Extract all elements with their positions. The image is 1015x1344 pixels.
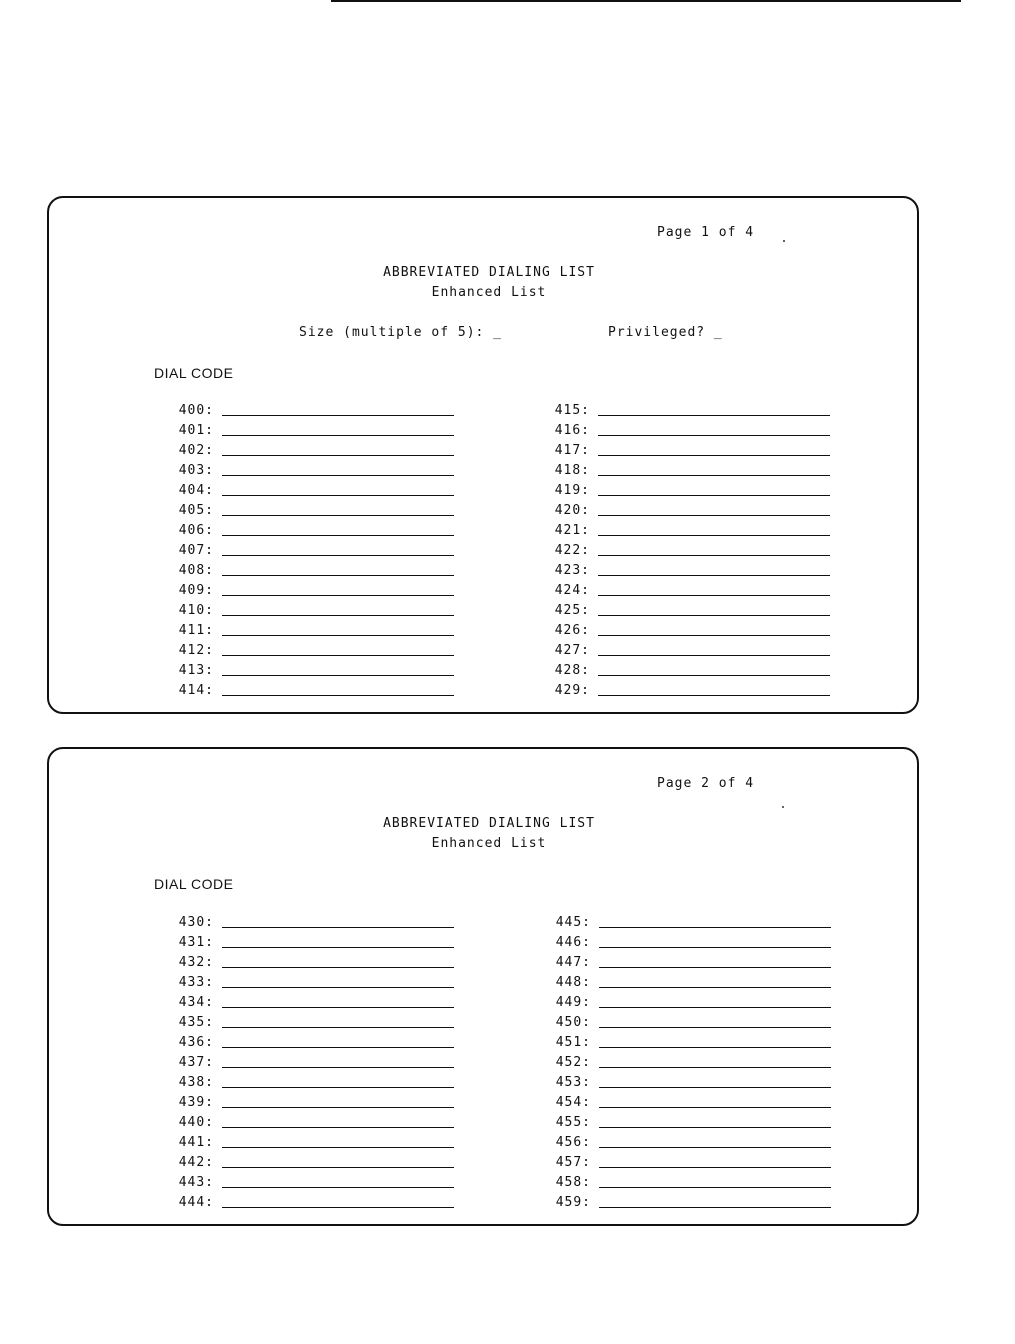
dial-code-row xyxy=(531,1055,831,1075)
dial-code-row xyxy=(154,523,454,543)
dial-code-label: 457: xyxy=(555,1155,591,1170)
dial-code-label: 422: xyxy=(554,543,590,558)
dial-code-label: 454: xyxy=(555,1095,591,1110)
dial-code-row xyxy=(531,1155,831,1175)
dial-code-entry-line[interactable] xyxy=(222,475,454,476)
dial-code-row xyxy=(530,543,830,563)
dial-code-row xyxy=(154,1035,454,1055)
dial-code-label: 428: xyxy=(554,663,590,678)
dial-code-entry-line[interactable] xyxy=(599,1167,831,1168)
dial-code-label: 446: xyxy=(555,935,591,950)
dial-code-entry-line[interactable] xyxy=(598,415,830,416)
dial-code-entry-line[interactable] xyxy=(222,435,454,436)
dial-code-label: 445: xyxy=(555,915,591,930)
dial-code-row xyxy=(531,915,831,935)
dial-code-row xyxy=(530,583,830,603)
dial-code-row xyxy=(154,463,454,483)
dial-code-row xyxy=(531,975,831,995)
dial-code-row xyxy=(154,955,454,975)
dial-code-label: 444: xyxy=(178,1195,214,1210)
dial-code-entry-line[interactable] xyxy=(222,1167,454,1168)
dial-code-row xyxy=(530,523,830,543)
dial-code-row xyxy=(531,1115,831,1135)
dial-code-label: 401: xyxy=(178,423,214,438)
dial-code-entry-line[interactable] xyxy=(222,947,454,948)
dial-code-label: 413: xyxy=(178,663,214,678)
dial-code-row xyxy=(154,583,454,603)
dial-code-row xyxy=(154,1095,454,1115)
dial-code-row xyxy=(154,1155,454,1175)
dial-code-heading: DIAL CODE xyxy=(154,365,234,381)
dial-code-label: 438: xyxy=(178,1075,214,1090)
dial-code-label: 456: xyxy=(555,1135,591,1150)
dial-code-label: 405: xyxy=(178,503,214,518)
dial-code-entry-line[interactable] xyxy=(598,535,830,536)
dial-code-entry-line[interactable] xyxy=(222,595,454,596)
dial-code-entry-line[interactable] xyxy=(598,615,830,616)
dial-code-label: 411: xyxy=(178,623,214,638)
dial-code-row xyxy=(154,423,454,443)
dial-code-row xyxy=(154,503,454,523)
dial-code-row xyxy=(530,563,830,583)
stray-mark xyxy=(782,806,784,808)
dial-code-entry-line[interactable] xyxy=(598,515,830,516)
dial-code-entry-line[interactable] xyxy=(599,947,831,948)
dial-code-row xyxy=(530,623,830,643)
dial-code-label: 425: xyxy=(554,603,590,618)
dial-code-row xyxy=(154,1115,454,1135)
dial-code-entry-line[interactable] xyxy=(222,1007,454,1008)
dial-code-row xyxy=(154,563,454,583)
dial-code-entry-line[interactable] xyxy=(598,635,830,636)
dial-code-entry-line[interactable] xyxy=(222,1147,454,1148)
dial-code-label: 433: xyxy=(178,975,214,990)
dial-code-label: 450: xyxy=(555,1015,591,1030)
dial-code-entry-line[interactable] xyxy=(222,555,454,556)
dial-code-row xyxy=(154,1195,454,1215)
dial-code-label: 419: xyxy=(554,483,590,498)
dial-code-row xyxy=(154,663,454,683)
dial-code-label: 448: xyxy=(555,975,591,990)
page-label: Page 2 of 4 xyxy=(657,776,755,791)
dial-code-entry-line[interactable] xyxy=(598,675,830,676)
dial-code-entry-line[interactable] xyxy=(599,1207,831,1208)
dial-code-label: 416: xyxy=(554,423,590,438)
dial-code-entry-line[interactable] xyxy=(598,595,830,596)
page-label: Page 1 of 4 xyxy=(657,225,755,240)
dial-code-row xyxy=(154,483,454,503)
dial-code-entry-line[interactable] xyxy=(599,967,831,968)
size-field[interactable]: Size (multiple of 5): _ xyxy=(299,325,503,340)
dial-code-row xyxy=(530,603,830,623)
dial-code-entry-line[interactable] xyxy=(599,1067,831,1068)
dial-code-row xyxy=(531,1195,831,1215)
dial-code-label: 410: xyxy=(178,603,214,618)
dial-code-entry-line[interactable] xyxy=(222,655,454,656)
dial-code-label: 424: xyxy=(554,583,590,598)
dial-code-row xyxy=(530,643,830,663)
dial-code-row xyxy=(154,403,454,423)
dial-code-label: 404: xyxy=(178,483,214,498)
dial-code-label: 414: xyxy=(178,683,214,698)
dial-code-label: 427: xyxy=(554,643,590,658)
dial-code-entry-line[interactable] xyxy=(222,415,454,416)
dial-code-entry-line[interactable] xyxy=(222,515,454,516)
dial-code-row xyxy=(531,995,831,1015)
dial-code-entry-line[interactable] xyxy=(222,615,454,616)
dial-code-label: 423: xyxy=(554,563,590,578)
dial-code-label: 406: xyxy=(178,523,214,538)
dial-code-label: 459: xyxy=(555,1195,591,1210)
dial-code-row xyxy=(531,1015,831,1035)
dial-code-entry-line[interactable] xyxy=(599,1007,831,1008)
dial-code-label: 455: xyxy=(555,1115,591,1130)
dial-code-label: 451: xyxy=(555,1035,591,1050)
dial-code-entry-line[interactable] xyxy=(599,927,831,928)
dial-code-row xyxy=(154,995,454,1015)
dial-code-row xyxy=(530,503,830,523)
dial-code-label: 434: xyxy=(178,995,214,1010)
dial-code-entry-line[interactable] xyxy=(599,1107,831,1108)
screen-page-1 xyxy=(47,196,919,714)
dial-code-label: 403: xyxy=(178,463,214,478)
dial-code-row xyxy=(530,443,830,463)
dial-code-row xyxy=(530,683,830,703)
top-rule xyxy=(331,0,961,2)
dial-code-label: 402: xyxy=(178,443,214,458)
dial-code-row xyxy=(154,975,454,995)
dial-code-label: 439: xyxy=(178,1095,214,1110)
dial-code-entry-line[interactable] xyxy=(599,1047,831,1048)
dial-code-row xyxy=(530,663,830,683)
dial-code-entry-line[interactable] xyxy=(222,1027,454,1028)
dial-code-row xyxy=(531,1035,831,1055)
dial-code-entry-line[interactable] xyxy=(222,1107,454,1108)
dial-code-row xyxy=(531,1135,831,1155)
dial-code-label: 400: xyxy=(178,403,214,418)
dial-code-row xyxy=(154,603,454,623)
dial-code-label: 458: xyxy=(555,1175,591,1190)
dial-code-row xyxy=(531,1075,831,1095)
dial-code-row xyxy=(530,483,830,503)
dial-code-entry-line[interactable] xyxy=(222,495,454,496)
dial-code-row xyxy=(154,1015,454,1035)
dial-code-entry-line[interactable] xyxy=(599,1027,831,1028)
dial-code-entry-line[interactable] xyxy=(222,1067,454,1068)
dial-code-label: 436: xyxy=(178,1035,214,1050)
dial-code-label: 421: xyxy=(554,523,590,538)
dial-code-row xyxy=(154,643,454,663)
dial-code-label: 431: xyxy=(178,935,214,950)
stray-mark xyxy=(783,240,785,242)
dial-code-entry-line[interactable] xyxy=(598,695,830,696)
dial-code-row xyxy=(530,403,830,423)
dial-code-entry-line[interactable] xyxy=(222,1087,454,1088)
dial-code-entry-line[interactable] xyxy=(598,455,830,456)
dial-code-entry-line[interactable] xyxy=(599,987,831,988)
dial-code-entry-line[interactable] xyxy=(598,555,830,556)
dial-code-entry-line[interactable] xyxy=(599,1187,831,1188)
dial-code-entry-line[interactable] xyxy=(222,1127,454,1128)
dial-code-entry-line[interactable] xyxy=(599,1087,831,1088)
form-title: ABBREVIATED DIALING LIST xyxy=(383,816,595,831)
dial-code-label: 432: xyxy=(178,955,214,970)
dial-code-row xyxy=(530,423,830,443)
dial-code-entry-line[interactable] xyxy=(599,1147,831,1148)
dial-code-entry-line[interactable] xyxy=(598,475,830,476)
dial-code-entry-line[interactable] xyxy=(598,655,830,656)
dial-code-label: 417: xyxy=(554,443,590,458)
dial-code-row xyxy=(531,1095,831,1115)
dial-code-label: 453: xyxy=(555,1075,591,1090)
dial-code-label: 408: xyxy=(178,563,214,578)
dial-code-entry-line[interactable] xyxy=(222,1187,454,1188)
screen-page-2 xyxy=(47,747,919,1226)
dial-code-label: 418: xyxy=(554,463,590,478)
form-subtitle: Enhanced List xyxy=(431,836,547,851)
dial-code-row xyxy=(154,935,454,955)
dial-code-row xyxy=(154,1135,454,1155)
dial-code-row xyxy=(530,463,830,483)
dial-code-entry-line[interactable] xyxy=(222,695,454,696)
dial-code-heading: DIAL CODE xyxy=(154,876,234,892)
dial-code-label: 435: xyxy=(178,1015,214,1030)
dial-code-label: 441: xyxy=(178,1135,214,1150)
dial-code-entry-line[interactable] xyxy=(222,575,454,576)
dial-code-row xyxy=(531,955,831,975)
dial-code-entry-line[interactable] xyxy=(222,635,454,636)
dial-code-row xyxy=(531,935,831,955)
form-title: ABBREVIATED DIALING LIST xyxy=(383,265,595,280)
dial-code-row xyxy=(154,1055,454,1075)
dial-code-entry-line[interactable] xyxy=(222,987,454,988)
dial-code-label: 412: xyxy=(178,643,214,658)
dial-code-entry-line[interactable] xyxy=(222,967,454,968)
dial-code-label: 447: xyxy=(555,955,591,970)
dial-code-label: 409: xyxy=(178,583,214,598)
dial-code-row xyxy=(154,1175,454,1195)
dial-code-entry-line[interactable] xyxy=(222,1207,454,1208)
dial-code-label: 429: xyxy=(554,683,590,698)
dial-code-label: 430: xyxy=(178,915,214,930)
privileged-field[interactable]: Privileged? _ xyxy=(608,325,723,340)
dial-code-row xyxy=(154,915,454,935)
dial-code-label: 407: xyxy=(178,543,214,558)
dial-code-row xyxy=(531,1175,831,1195)
dial-code-row xyxy=(154,683,454,703)
dial-code-label: 452: xyxy=(555,1055,591,1070)
dial-code-row xyxy=(154,443,454,463)
dial-code-entry-line[interactable] xyxy=(222,1047,454,1048)
dial-code-entry-line[interactable] xyxy=(598,435,830,436)
dial-code-label: 426: xyxy=(554,623,590,638)
dial-code-entry-line[interactable] xyxy=(598,495,830,496)
dial-code-label: 443: xyxy=(178,1175,214,1190)
dial-code-entry-line[interactable] xyxy=(222,455,454,456)
dial-code-entry-line[interactable] xyxy=(222,675,454,676)
dial-code-entry-line[interactable] xyxy=(222,927,454,928)
dial-code-label: 440: xyxy=(178,1115,214,1130)
dial-code-label: 449: xyxy=(555,995,591,1010)
dial-code-label: 415: xyxy=(554,403,590,418)
dial-code-label: 437: xyxy=(178,1055,214,1070)
dial-code-label: 420: xyxy=(554,503,590,518)
dial-code-label: 442: xyxy=(178,1155,214,1170)
dial-code-row xyxy=(154,623,454,643)
dial-code-row xyxy=(154,543,454,563)
dial-code-row xyxy=(154,1075,454,1095)
dial-code-entry-line[interactable] xyxy=(598,575,830,576)
dial-code-entry-line[interactable] xyxy=(222,535,454,536)
dial-code-entry-line[interactable] xyxy=(599,1127,831,1128)
form-subtitle: Enhanced List xyxy=(431,285,547,300)
